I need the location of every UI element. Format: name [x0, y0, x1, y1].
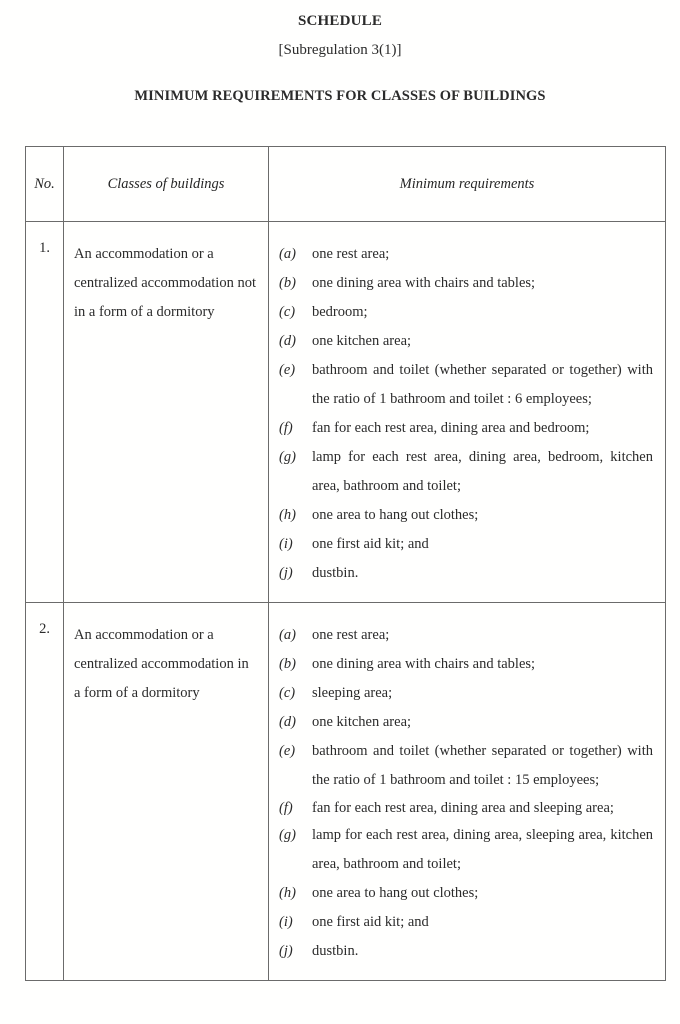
schedule-table [25, 146, 666, 981]
requirement-text: lamp for each rest area, dining area, sleeping area, kitchen area, bathroom and toilet; [312, 827, 653, 872]
requirement-label: (f) [279, 800, 293, 816]
requirement-text: sleeping area; [312, 685, 393, 701]
requirement-text: bathroom and toilet (whether separated or together) with the ratio of 1 bathroom and toilet : 15 employees; [312, 743, 653, 788]
requirement-text: one rest area; [312, 246, 390, 262]
requirement-text: fan for each rest area, dining area and bedroom; [312, 420, 590, 436]
requirement-label: (e) [279, 362, 296, 378]
row-requirements [269, 603, 666, 981]
requirement-label: (h) [279, 507, 296, 523]
row-classes-of-buildings: An accommodation or a centralized accommodation in a form of a dormitory [64, 603, 269, 981]
requirement-label: (e) [279, 743, 296, 759]
table-header-row [26, 147, 666, 222]
column-header-classes: Classes of buildings [64, 147, 269, 222]
requirement-text: one dining area with chairs and tables; [312, 275, 536, 291]
row-number: 1. [26, 222, 64, 603]
table-row [26, 603, 666, 981]
requirement-label: (f) [279, 420, 293, 436]
requirement-item [279, 559, 653, 588]
heading-main: MINIMUM REQUIREMENTS FOR CLASSES OF BUILDINGS [134, 88, 546, 104]
requirement-text: one area to hang out clothes; [312, 507, 479, 523]
requirement-item [279, 679, 653, 708]
requirement-label: (j) [279, 565, 293, 581]
requirement-text: one kitchen area; [312, 714, 412, 730]
requirement-text: one dining area with chairs and tables; [312, 656, 536, 672]
requirement-label: (b) [279, 656, 296, 672]
requirement-label: (c) [279, 304, 296, 320]
requirement-item [279, 298, 653, 327]
requirement-text: bathroom and toilet (whether separated or together) with the ratio of 1 bathroom and toilet : 6 employees; [312, 362, 653, 407]
row-classes-of-buildings: An accommodation or a centralized accommodation not in a form of a dormitory [64, 222, 269, 603]
requirement-item [279, 327, 653, 356]
requirement-label: (i) [279, 536, 293, 552]
table-body [26, 222, 666, 981]
requirement-item [279, 240, 653, 269]
requirement-item [279, 821, 653, 879]
requirement-text: dustbin. [312, 565, 359, 581]
requirement-text: one first aid kit; and [312, 914, 429, 930]
row-number: 2. [26, 603, 64, 981]
requirement-text: one area to hang out clothes; [312, 885, 479, 901]
requirement-label: (d) [279, 714, 296, 730]
requirement-item [279, 908, 653, 937]
requirement-item [279, 937, 653, 966]
requirement-label: (c) [279, 685, 296, 701]
requirements-list [279, 621, 653, 966]
requirement-item [279, 530, 653, 559]
column-header-no: No. [26, 147, 64, 222]
table-header [26, 147, 666, 222]
table-row [26, 222, 666, 603]
requirement-item [279, 269, 653, 298]
requirement-label: (a) [279, 246, 296, 262]
requirement-label: (a) [279, 627, 296, 643]
requirement-item [279, 708, 653, 737]
requirement-text: one kitchen area; [312, 333, 412, 349]
requirement-item [279, 795, 653, 821]
requirement-item [279, 501, 653, 530]
requirement-text: fan for each rest area, dining area and sleeping area; [312, 800, 614, 816]
heading-subregulation: [Subregulation 3(1)] [278, 42, 402, 58]
column-header-requirements: Minimum requirements [269, 147, 666, 222]
requirement-item [279, 737, 653, 795]
requirement-text: bedroom; [312, 304, 368, 320]
requirement-label: (d) [279, 333, 296, 349]
requirement-item [279, 414, 653, 443]
requirement-label: (h) [279, 885, 296, 901]
row-requirements [269, 222, 666, 603]
requirement-text: one first aid kit; and [312, 536, 429, 552]
requirement-item [279, 621, 653, 650]
requirement-item [279, 879, 653, 908]
requirement-text: dustbin. [312, 943, 359, 959]
requirement-text: lamp for each rest area, dining area, bedroom, kitchen area, bathroom and toilet; [312, 449, 653, 494]
document-headings [0, 0, 680, 106]
requirement-text: one rest area; [312, 627, 390, 643]
requirement-label: (j) [279, 943, 293, 959]
requirement-label: (g) [279, 827, 296, 843]
requirement-label: (i) [279, 914, 293, 930]
requirement-item [279, 650, 653, 679]
requirements-list [279, 240, 653, 588]
schedule-table-wrapper [25, 146, 665, 981]
requirement-item [279, 356, 653, 414]
requirement-label: (g) [279, 449, 296, 465]
heading-schedule: SCHEDULE [297, 13, 383, 29]
requirement-item [279, 443, 653, 501]
requirement-label: (b) [279, 275, 296, 291]
